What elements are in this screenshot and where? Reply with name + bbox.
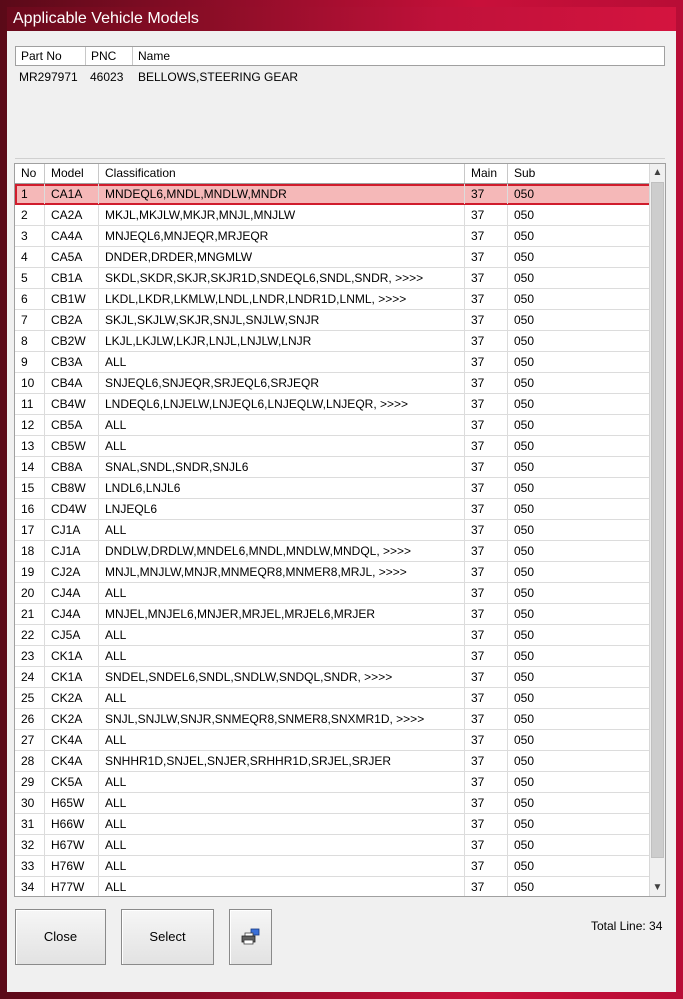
table-body xyxy=(15,184,651,897)
cell-no: 31 xyxy=(15,814,45,834)
cell-main: 37 xyxy=(465,415,508,435)
cell-classification: DNDLW,DRDLW,MNDEL6,MNDL,MNDLW,MNDQL, >>>> xyxy=(99,541,465,561)
cell-no: 20 xyxy=(15,583,45,603)
cell-no: 10 xyxy=(15,373,45,393)
table-row[interactable] xyxy=(15,604,651,625)
scroll-thumb[interactable] xyxy=(651,182,664,858)
cell-classification: ALL xyxy=(99,436,465,456)
cell-classification: MNJEQL6,MNJEQR,MRJEQR xyxy=(99,226,465,246)
cell-main: 37 xyxy=(465,373,508,393)
cell-sub: 050 xyxy=(514,187,535,201)
table-row[interactable] xyxy=(15,415,651,436)
table-row[interactable] xyxy=(15,793,651,814)
cell-no: 2 xyxy=(15,205,45,225)
cell-classification: ALL xyxy=(99,730,465,750)
title-bar[interactable] xyxy=(7,7,676,31)
cell-classification: ALL xyxy=(99,625,465,645)
cell-sub: 050 xyxy=(514,628,535,642)
cell-sub: 050 xyxy=(514,733,535,747)
cell-model: CA1A xyxy=(45,184,99,204)
cell-classification: ALL xyxy=(99,520,465,540)
cell-classification: ALL xyxy=(99,814,465,834)
cell-classification: SNJEQL6,SNJEQR,SRJEQL6,SRJEQR xyxy=(99,373,465,393)
cell-classification: LNDL6,LNJL6 xyxy=(99,478,465,498)
cell-no: 17 xyxy=(15,520,45,540)
cell-sub: 050 xyxy=(514,271,535,285)
cell-model: CA2A xyxy=(45,205,99,225)
cell-model: CB3A xyxy=(45,352,99,372)
cell-no: 23 xyxy=(15,646,45,666)
cell-no: 32 xyxy=(15,835,45,855)
col-sub-header[interactable]: Sub xyxy=(514,166,536,180)
table-row[interactable] xyxy=(15,268,651,289)
table-row[interactable] xyxy=(15,730,651,751)
cell-no: 11 xyxy=(15,394,45,414)
table-row[interactable] xyxy=(15,709,651,730)
cell-sub: 050 xyxy=(514,208,535,222)
dialog-body xyxy=(7,31,676,992)
cell-main: 37 xyxy=(465,541,508,561)
cell-sub: 050 xyxy=(514,229,535,243)
cell-model: CB5W xyxy=(45,436,99,456)
print-button[interactable] xyxy=(229,909,272,965)
cell-model: CD4W xyxy=(45,499,99,519)
printer-icon xyxy=(241,928,261,946)
cell-main: 37 xyxy=(465,352,508,372)
cell-sub: 050 xyxy=(514,607,535,621)
table-row[interactable] xyxy=(15,394,651,415)
cell-model: CB2A xyxy=(45,310,99,330)
cell-main: 37 xyxy=(465,604,508,624)
cell-classification: LNDEQL6,LNJELW,LNJEQL6,LNJEQLW,LNJEQR, >>>> xyxy=(99,394,465,414)
cell-main: 37 xyxy=(465,289,508,309)
cell-no: 25 xyxy=(15,688,45,708)
table-row[interactable] xyxy=(15,331,651,352)
part-no-header[interactable]: Part No xyxy=(16,47,86,65)
cell-no: 24 xyxy=(15,667,45,687)
cell-model: H66W xyxy=(45,814,99,834)
cell-sub: 050 xyxy=(514,376,535,390)
col-classification-header[interactable]: Classification xyxy=(99,164,465,183)
cell-no: 27 xyxy=(15,730,45,750)
cell-no: 14 xyxy=(15,457,45,477)
cell-classification: ALL xyxy=(99,688,465,708)
scroll-down-icon[interactable]: ▼ xyxy=(652,882,663,893)
cell-classification: ALL xyxy=(99,646,465,666)
cell-classification: DNDER,DRDER,MNGMLW xyxy=(99,247,465,267)
table-row[interactable] xyxy=(15,814,651,835)
cell-model: CB4A xyxy=(45,373,99,393)
cell-sub: 050 xyxy=(514,313,535,327)
cell-sub: 050 xyxy=(514,775,535,789)
cell-model: CK2A xyxy=(45,688,99,708)
cell-sub: 050 xyxy=(514,355,535,369)
table-row[interactable] xyxy=(15,205,651,226)
table-row[interactable] xyxy=(15,688,651,709)
cell-sub: 050 xyxy=(514,817,535,831)
table-row[interactable] xyxy=(15,310,651,331)
pnc-header[interactable]: PNC xyxy=(86,47,133,65)
cell-main: 37 xyxy=(465,520,508,540)
cell-classification: ALL xyxy=(99,835,465,855)
cell-model: CK2A xyxy=(45,709,99,729)
cell-no: 8 xyxy=(15,331,45,351)
table-row[interactable] xyxy=(15,373,651,394)
cell-main: 37 xyxy=(465,835,508,855)
col-main-header[interactable]: Main xyxy=(465,164,508,183)
cell-classification: MNJL,MNJLW,MNJR,MNMEQR8,MNMER8,MRJL, >>>> xyxy=(99,562,465,582)
table-row[interactable] xyxy=(15,184,651,205)
table-header xyxy=(15,164,651,184)
table-row[interactable] xyxy=(15,562,651,583)
table-row[interactable] xyxy=(15,541,651,562)
cell-sub: 050 xyxy=(514,292,535,306)
cell-model: CJ1A xyxy=(45,541,99,561)
cell-classification: MKJL,MKJLW,MKJR,MNJL,MNJLW xyxy=(99,205,465,225)
cell-model: CJ4A xyxy=(45,604,99,624)
cell-classification: MNDEQL6,MNDL,MNDLW,MNDR xyxy=(99,184,465,204)
table-row[interactable] xyxy=(15,520,651,541)
cell-no: 7 xyxy=(15,310,45,330)
cell-main: 37 xyxy=(465,394,508,414)
cell-no: 6 xyxy=(15,289,45,309)
cell-model: CB1A xyxy=(45,268,99,288)
table-row[interactable] xyxy=(15,877,651,897)
cell-sub: 050 xyxy=(514,250,535,264)
cell-classification: ALL xyxy=(99,772,465,792)
cell-classification: LKJL,LKJLW,LKJR,LNJL,LNJLW,LNJR xyxy=(99,331,465,351)
cell-main: 37 xyxy=(465,247,508,267)
cell-main: 37 xyxy=(465,730,508,750)
cell-sub: 050 xyxy=(514,649,535,663)
cell-model: CK4A xyxy=(45,730,99,750)
pnc-value: 46023 xyxy=(90,70,124,84)
cell-no: 12 xyxy=(15,415,45,435)
col-no-header[interactable]: No xyxy=(15,164,45,183)
cell-main: 37 xyxy=(465,709,508,729)
cell-classification: ALL xyxy=(99,583,465,603)
cell-no: 30 xyxy=(15,793,45,813)
part-name-value: BELLOWS,STEERING GEAR xyxy=(138,70,299,84)
cell-sub: 050 xyxy=(514,838,535,852)
cell-sub: 050 xyxy=(514,502,535,516)
cell-no: 29 xyxy=(15,772,45,792)
cell-no: 28 xyxy=(15,751,45,771)
cell-classification: ALL xyxy=(99,352,465,372)
cell-sub: 050 xyxy=(514,691,535,705)
cell-model: CJ4A xyxy=(45,583,99,603)
cell-model: CJ1A xyxy=(45,520,99,540)
cell-sub: 050 xyxy=(514,523,535,537)
cell-no: 15 xyxy=(15,478,45,498)
table-row[interactable] xyxy=(15,625,651,646)
table-row[interactable] xyxy=(15,478,651,499)
cell-model: CK5A xyxy=(45,772,99,792)
vertical-scrollbar[interactable] xyxy=(649,164,665,896)
window-title: Applicable Vehicle Models xyxy=(13,10,199,27)
total-line-count: Total Line: 34 xyxy=(591,919,663,933)
cell-main: 37 xyxy=(465,814,508,834)
part-header xyxy=(15,46,665,66)
cell-model: CB2W xyxy=(45,331,99,351)
cell-classification: ALL xyxy=(99,856,465,876)
cell-main: 37 xyxy=(465,478,508,498)
cell-sub: 050 xyxy=(514,712,535,726)
select-button[interactable]: Select xyxy=(121,909,214,965)
cell-classification: ALL xyxy=(99,877,465,897)
cell-model: CK1A xyxy=(45,646,99,666)
cell-sub: 050 xyxy=(514,796,535,810)
cell-no: 13 xyxy=(15,436,45,456)
cell-classification: MNJEL,MNJEL6,MNJER,MRJEL,MRJEL6,MRJER xyxy=(99,604,465,624)
cell-main: 37 xyxy=(465,646,508,666)
table-row[interactable] xyxy=(15,499,651,520)
cell-no: 5 xyxy=(15,268,45,288)
cell-main: 37 xyxy=(465,562,508,582)
cell-no: 3 xyxy=(15,226,45,246)
cell-main: 37 xyxy=(465,499,508,519)
cell-no: 4 xyxy=(15,247,45,267)
cell-classification: SNDEL,SNDEL6,SNDL,SNDLW,SNDQL,SNDR, >>>> xyxy=(99,667,465,687)
part-info-panel xyxy=(15,46,665,159)
cell-model: H77W xyxy=(45,877,99,897)
cell-no: 33 xyxy=(15,856,45,876)
cell-main: 37 xyxy=(465,625,508,645)
cell-main: 37 xyxy=(465,310,508,330)
cell-sub: 050 xyxy=(514,418,535,432)
cell-main: 37 xyxy=(465,877,508,897)
cell-sub: 050 xyxy=(514,859,535,873)
close-button[interactable]: Close xyxy=(15,909,106,965)
cell-classification: SKDL,SKDR,SKJR,SKJR1D,SNDEQL6,SNDL,SNDR, >>>> xyxy=(99,268,465,288)
cell-main: 37 xyxy=(465,205,508,225)
cell-main: 37 xyxy=(465,751,508,771)
cell-model: CB8W xyxy=(45,478,99,498)
cell-no: 21 xyxy=(15,604,45,624)
cell-model: CB4W xyxy=(45,394,99,414)
table-row[interactable] xyxy=(15,583,651,604)
cell-no: 19 xyxy=(15,562,45,582)
cell-main: 37 xyxy=(465,436,508,456)
table-row[interactable] xyxy=(15,289,651,310)
cell-sub: 050 xyxy=(514,481,535,495)
cell-model: H76W xyxy=(45,856,99,876)
scroll-up-icon[interactable]: ▲ xyxy=(652,167,663,178)
cell-model: CB1W xyxy=(45,289,99,309)
cell-classification: SNJL,SNJLW,SNJR,SNMEQR8,SNMER8,SNXMR1D, >>>> xyxy=(99,709,465,729)
cell-model: CK4A xyxy=(45,751,99,771)
cell-sub: 050 xyxy=(514,544,535,558)
table-row[interactable] xyxy=(15,436,651,457)
cell-model: CJ5A xyxy=(45,625,99,645)
cell-classification: SNAL,SNDL,SNDR,SNJL6 xyxy=(99,457,465,477)
cell-model: CA4A xyxy=(45,226,99,246)
cell-sub: 050 xyxy=(514,670,535,684)
cell-sub: 050 xyxy=(514,880,535,894)
cell-model: CJ2A xyxy=(45,562,99,582)
cell-no: 22 xyxy=(15,625,45,645)
cell-main: 37 xyxy=(465,331,508,351)
cell-no: 26 xyxy=(15,709,45,729)
table-row[interactable] xyxy=(15,457,651,478)
cell-model: CK1A xyxy=(45,667,99,687)
cell-classification: LKDL,LKDR,LKMLW,LNDL,LNDR,LNDR1D,LNML, >>>> xyxy=(99,289,465,309)
cell-model: H65W xyxy=(45,793,99,813)
cell-main: 37 xyxy=(465,268,508,288)
cell-main: 37 xyxy=(465,457,508,477)
cell-sub: 050 xyxy=(514,754,535,768)
cell-main: 37 xyxy=(465,793,508,813)
cell-main: 37 xyxy=(465,856,508,876)
table-row[interactable] xyxy=(15,772,651,793)
cell-classification: ALL xyxy=(99,793,465,813)
name-header[interactable]: Name xyxy=(138,49,171,63)
cell-main: 37 xyxy=(465,583,508,603)
cell-no: 18 xyxy=(15,541,45,561)
table-row[interactable] xyxy=(15,352,651,373)
cell-classification: LNJEQL6 xyxy=(99,499,465,519)
table-row[interactable] xyxy=(15,856,651,877)
cell-sub: 050 xyxy=(514,586,535,600)
cell-model: H67W xyxy=(45,835,99,855)
cell-sub: 050 xyxy=(514,565,535,579)
table-row[interactable] xyxy=(15,226,651,247)
cell-sub: 050 xyxy=(514,460,535,474)
table-row[interactable] xyxy=(15,835,651,856)
cell-no: 9 xyxy=(15,352,45,372)
cell-main: 37 xyxy=(465,688,508,708)
part-no-value: MR297971 xyxy=(19,70,78,84)
table-row[interactable] xyxy=(15,646,651,667)
cell-sub: 050 xyxy=(514,397,535,411)
cell-classification: ALL xyxy=(99,415,465,435)
table-row[interactable] xyxy=(15,751,651,772)
cell-main: 37 xyxy=(465,772,508,792)
cell-main: 37 xyxy=(465,226,508,246)
cell-model: CB5A xyxy=(45,415,99,435)
cell-sub: 050 xyxy=(514,439,535,453)
vehicle-models-table xyxy=(14,163,666,897)
cell-model: CA5A xyxy=(45,247,99,267)
cell-classification: SKJL,SKJLW,SKJR,SNJL,SNJLW,SNJR xyxy=(99,310,465,330)
cell-no: 16 xyxy=(15,499,45,519)
cell-no: 1 xyxy=(15,184,45,204)
cell-classification: SNHHR1D,SNJEL,SNJER,SRHHR1D,SRJEL,SRJER xyxy=(99,751,465,771)
cell-model: CB8A xyxy=(45,457,99,477)
table-row[interactable] xyxy=(15,247,651,268)
cell-main: 37 xyxy=(465,667,508,687)
cell-main: 37 xyxy=(465,184,508,204)
col-model-header[interactable]: Model xyxy=(45,164,99,183)
cell-no: 34 xyxy=(15,877,45,897)
table-row[interactable] xyxy=(15,667,651,688)
cell-sub: 050 xyxy=(514,334,535,348)
